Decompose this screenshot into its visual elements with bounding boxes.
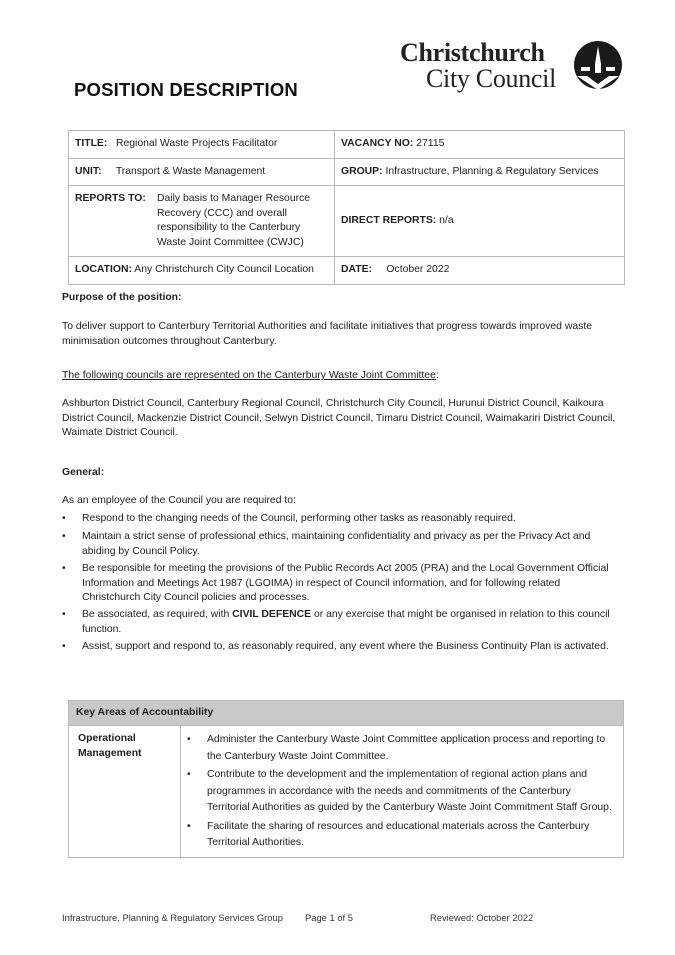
group-label: GROUP: (341, 165, 383, 177)
key-area-item: • Contribute to the development and the implementation of regional action plans and programmes in accordance with the needs and commitments of the Canterbury Territorial Authorities as guided by the Canterbury Waste Joint Commitment Staff Group. (207, 767, 615, 817)
location-value: Any Christchurch City Council Location (134, 264, 314, 275)
key-area-item: • Facilitate the sharing of resources and educational materials across the Canterbury Territorial Authorities. (207, 819, 615, 852)
councils-intro (62, 369, 617, 384)
councils-list: Ashburton District Council, Canterbury Regional Council, Christchurch City Council, Hurunui District Council, Kaikoura District Council, Mackenzie District Council, Selwyn District Council, Timaru District Council, Waimakariri District Council, Waimate District Council. (62, 398, 616, 438)
general-intro: As an employee of the Council you are required to: (62, 495, 296, 506)
civil-defence-text: CIVIL DEFENCE (232, 609, 312, 620)
general-bullet-2: • Maintain a strict sense of professional ethics, maintaining confidentiality and privacy as per the Privacy Act and abiding by Council Policy. (62, 530, 617, 559)
location-label: LOCATION: (75, 264, 132, 275)
date-label: DATE: (341, 264, 372, 275)
key-areas-items (181, 726, 623, 857)
position-info-table (68, 130, 625, 285)
title-cell (69, 131, 335, 159)
general-bullet-5: • Assist, support and respond to, as reasonably required, any event where the Business Continuity Plan is activated. (62, 640, 617, 655)
reports-to-value: Daily basis to Manager Resource Recovery (CCC) and overall responsibility to the Canterbury Waste Joint Committee (CWJC) (157, 193, 311, 248)
footer-reviewed: Reviewed: October 2022 (430, 912, 534, 923)
general-bullet-1: • Respond to the changing needs of the Council, performing other tasks as reasonably required. (62, 512, 617, 527)
vacancy-cell (335, 131, 625, 159)
unit-value: Transport & Waste Management (115, 165, 266, 177)
direct-reports-label: DIRECT REPORTS: (341, 214, 437, 226)
vacancy-value: 27115 (416, 138, 445, 149)
date-value: October 2022 (386, 264, 450, 275)
general-heading: General: (62, 467, 105, 478)
page-title: POSITION DESCRIPTION (74, 79, 298, 100)
council-logo (400, 38, 630, 94)
general-bullet-3: • Be responsible for meeting the provisions of the Public Records Act 2005 (PRA) and the Local Government Official Information and Meetings Act 1987 (LGOIMA) in respect of Council information, and for following related Christchurch City Council policies and processes. (62, 562, 617, 606)
reports-to-label: REPORTS TO: (75, 193, 146, 204)
group-value: Infrastructure, Planning & Regulatory Services (385, 165, 599, 177)
general-bullet-4-post: or any exercise that might be organised in relation to this council function. (82, 609, 610, 635)
logo-text-line2: City Council (426, 64, 557, 93)
title-label: TITLE: (75, 138, 108, 149)
purpose-text: To deliver support to Canterbury Territorial Authorities and facilitate initiatives that progress towards improved waste minimisation outcomes throughout Canterbury. (62, 321, 592, 347)
councils-intro-text: The following councils are represented on the Canterbury Waste Joint Committee (62, 370, 436, 381)
direct-reports-cell (335, 186, 625, 257)
direct-reports-value: n/a (439, 214, 454, 226)
cathedral-logo-icon (571, 40, 625, 90)
general-bullet-4 (62, 608, 617, 637)
purpose-heading: Purpose of the position: (62, 292, 182, 303)
key-areas-heading: Key Areas of Accountability (69, 701, 623, 726)
reports-to-cell (69, 186, 335, 257)
key-areas-row (69, 726, 623, 857)
location-cell (69, 257, 335, 285)
footer-page-number: Page 1 of 5 (305, 912, 353, 923)
key-areas-category: Operational Management (69, 726, 181, 857)
unit-cell (69, 158, 335, 186)
date-cell (335, 257, 625, 285)
vacancy-label: VACANCY NO: (341, 138, 414, 149)
general-bullet-4-pre: Be associated, as required, with (82, 609, 233, 620)
councils-intro-colon: : (435, 370, 439, 381)
logo-text-line1: Christchurch (400, 38, 545, 67)
key-areas-table (68, 700, 624, 858)
footer-group: Infrastructure, Planning & Regulatory Services Group (62, 912, 283, 923)
key-area-item: • Administer the Canterbury Waste Joint Committee application process and reporting to the Canterbury Waste Joint Committee. (207, 732, 615, 765)
unit-label: UNIT: (75, 165, 102, 177)
group-cell (335, 158, 625, 186)
title-value: Regional Waste Projects Facilitator (116, 138, 278, 149)
